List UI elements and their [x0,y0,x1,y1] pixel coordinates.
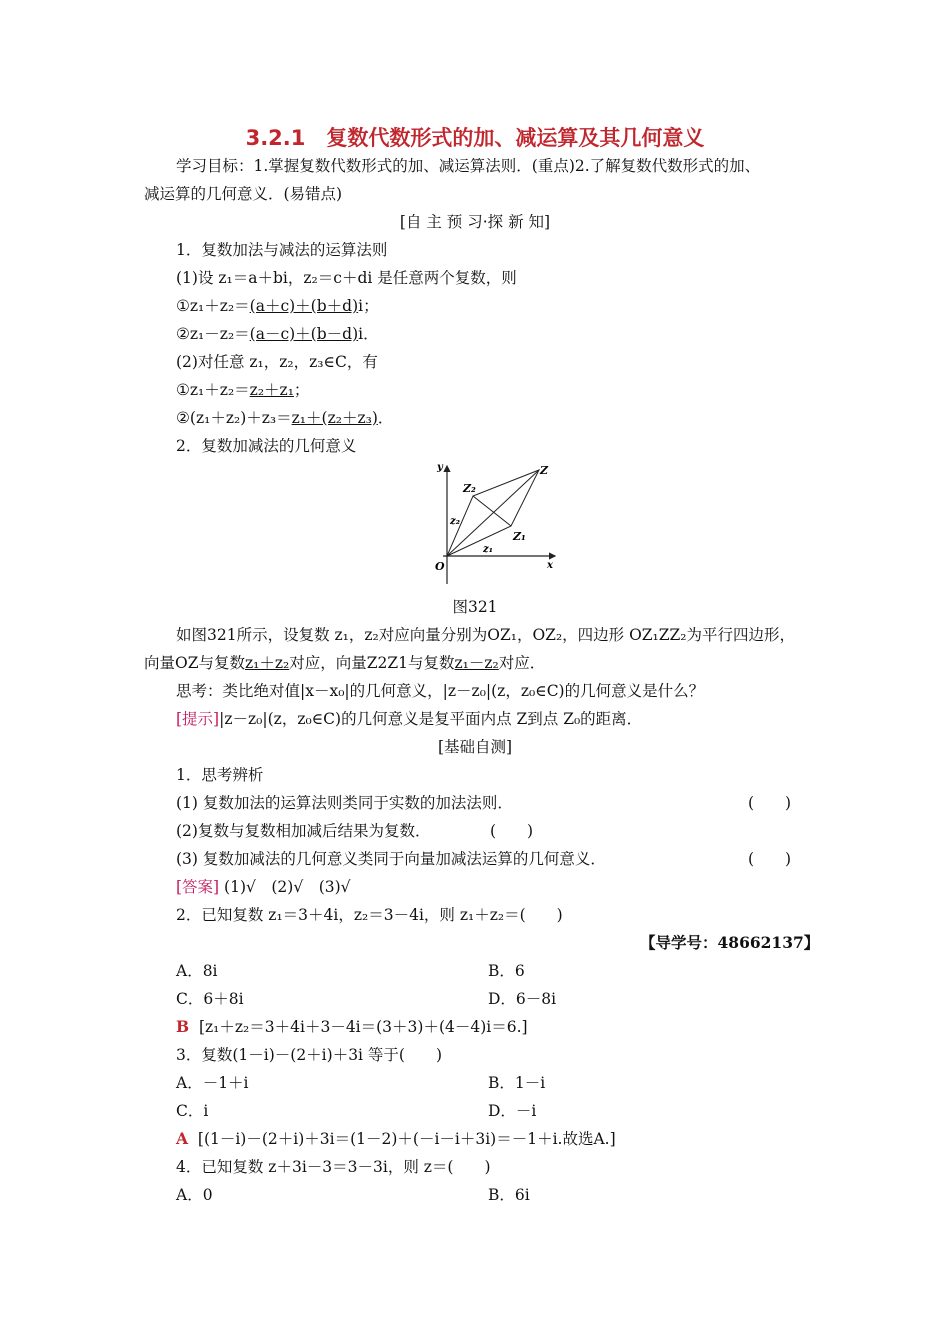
q3-option-a: A．－1＋i [176,1074,249,1092]
q1-item-1: (1) 复数加法的运算法则类同于实数的加法法则． [176,794,513,812]
q2-solution-text: [z₁＋z₂＝3＋4i＋3－4i＝(3＋3)＋(4－4)i＝6.] [198,1018,528,1036]
rules-p2: (2)对任意 z₁，z₂，z₃∈C，有 [176,353,378,371]
q2-option-a: A．8i [176,962,218,980]
q2-option-d: D．6－8i [488,990,557,1008]
section-preview-heading: [自 主 预 习·探 新 知] [399,213,551,231]
answer-tag: [答案] [176,878,220,896]
q4-option-b: B．6i [488,1186,530,1204]
rule-commutative-lhs: ①z₁＋z₂＝ [176,381,250,399]
rule-subtraction-lhs: ②z₁－z₂＝ [176,325,250,343]
label-z1: Z₁ [513,530,526,543]
label-z2: Z₂ [463,482,476,495]
think-question: 思考：类比绝对值|x－x₀|的几何意义，|z－z₀|(z，z₀∈C)的几何意义是什么？ [176,682,705,700]
rule-subtraction-answer: (a－c)＋(b－d) [249,325,359,343]
label-z: Z [540,464,549,477]
rule-commutative [176,380,309,400]
objectives-line-1: 学习目标：1.掌握复数代数形式的加、减运算法则．(重点)2.了解复数代数形式的加、 [176,157,761,175]
label-origin: O [435,560,445,573]
objectives-line-2: 减运算的几何意义．(易错点) [144,185,343,203]
rule-addition-lhs: ①z₁＋z₂＝ [176,297,250,315]
rule-associative-tail: ． [377,409,394,427]
q3-key: A [176,1129,189,1148]
q1-item-3-paren: ( ) [748,850,792,868]
rules-p1: (1)设 z₁＝a＋bi，z₂＝c＋di 是任意两个复数，则 [176,269,517,287]
q3-option-c: C．i [176,1102,209,1120]
q1-heading: 1．思考辨析 [176,766,264,784]
desc2-part-a: 向量OZ与复数 [144,654,245,672]
q3-solution [176,1129,616,1149]
rule-subtraction-tail: i． [358,325,379,343]
hint-line [176,709,642,729]
q2-stem: 2．已知复数 z₁＝3＋4i，z₂＝3－4i，则 z₁＋z₂＝( ) [176,906,563,924]
label-y: y [437,462,443,473]
desc2-sum-answer: z₁＋z₂ [244,654,290,672]
rules-heading: 1．复数加法与减法的运算法则 [176,241,388,259]
q3-solution-text: [(1－i)－(2＋i)＋3i＝(1－2)＋(－i－i＋3i)＝－1＋i.故选A.] [197,1130,616,1148]
q4-option-a: A．0 [176,1186,213,1204]
diagonal-z2z1 [473,496,511,526]
desc2-part-e: 对应． [498,654,546,672]
hint-tag: [提示] [176,710,220,728]
geometry-desc-2 [144,653,545,673]
rule-subtraction [176,324,379,344]
section-test-heading: [基础自测] [437,738,513,756]
page-title: 3.2.1 复数代数形式的加、减运算及其几何意义 [245,126,705,150]
q3-option-d: D．－i [488,1102,537,1120]
answer-text: (1)√ (2)√ (3)√ [224,878,351,896]
label-vector-z2: z₂ [450,516,461,527]
rule-addition [176,296,379,316]
desc2-diff-answer: z₁－z₂ [454,654,499,672]
q2-option-b: B．6 [488,962,525,980]
hint-text: |z－z₀|(z，z₀∈C)的几何意义是复平面内点 Z到点 Z₀的距离． [219,710,643,728]
q2-option-c: C．6＋8i [176,990,244,1008]
q4-stem: 4．已知复数 z＋3i－3＝3－3i，则 z＝( ) [176,1158,491,1176]
q2-key: B [176,1017,190,1036]
label-x: x [547,560,553,571]
q1-item-1-paren: ( ) [748,794,792,812]
q1-item-2: (2)复数与复数相加减后结果为复数． [176,822,431,840]
q1-item-2-paren: ( ) [490,822,534,840]
geometry-desc-1: 如图321所示，设复数 z₁，z₂对应向量分别为OZ₁，OZ₂，四边形 OZ₁ZZ₂为平行四边形， [176,626,796,644]
q3-option-b: B．1－i [488,1074,546,1092]
rule-addition-answer: (a＋c)＋(b＋d) [249,297,359,315]
q2-solution [176,1017,528,1037]
desc2-part-c: 对应，向量Z2Z1与复数 [289,654,455,672]
parallelogram-figure [425,458,565,588]
q3-stem: 3．复数(1－i)－(2＋i)＋3i 等于( ) [176,1046,443,1064]
rule-associative [176,408,393,428]
q1-item-3: (3) 复数加减法的几何意义类同于向量加减法运算的几何意义． [176,850,606,868]
figure-caption: 图321 [452,598,498,616]
rule-associative-lhs: ②(z₁＋z₂)＋z₃＝ [176,409,292,427]
rule-associative-answer: z₁＋(z₂＋z₃) [291,409,378,427]
rule-addition-tail: i； [358,297,379,315]
q2-guide-number: 【导学号：48662137】 [640,933,820,952]
rule-commutative-answer: z₂＋z₁ [249,381,294,399]
rule-commutative-tail: ； [293,381,310,399]
geometry-heading: 2．复数加减法的几何意义 [176,437,357,455]
q1-answer [176,877,351,897]
label-vector-z1: z₁ [483,544,494,555]
